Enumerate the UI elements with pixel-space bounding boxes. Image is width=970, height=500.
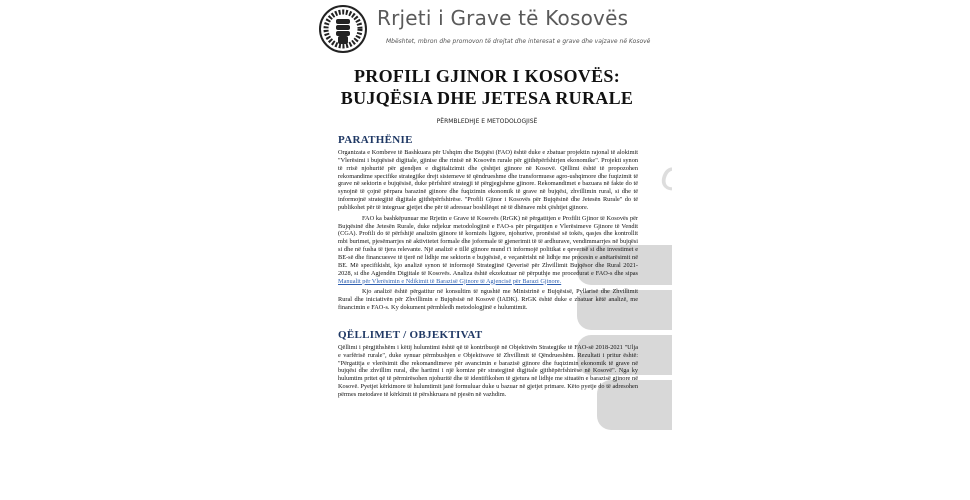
document-page xyxy=(302,0,738,500)
document-title-line-1: PROFILI GJINOR I KOSOVËS: xyxy=(353,66,621,86)
section-heading-preface: PARATHËNIE xyxy=(338,134,413,146)
manual-link[interactable]: Manualit për Vlerësimin e Ndikimit të Barazisë Gjinore të Agjencisë për Barazi Gjinore. xyxy=(338,277,562,285)
organization-tagline: Mbështet, mbron dhe promovon të drejtat dhe interesat e grave dhe vajzave në Kosovë xyxy=(386,38,651,45)
preface-paragraph-1: Organizata e Kombeve të Bashkuara për Ushqim dhe Bujqësi (FAO) është duke e zbatuar projektin rajonal të alokimit "Vlerësimi i bujqësisë digjitale, gjinise dhe rinisë në Kosovën rurale për gjithëpërfshirjen ekonomike". Projekti synon të rrisë njohuritë për gjendjen e digjitalizimit dhe çështjet gjinore në Kosovë. Qëllimi është të propozohen rekomandime specifike strategjike drejt sistemeve të qëndrueshme dhe transformuese agro-ushqimore dhe fuqizimit të grave në sektorin e bujqësisë, duke përfshirë strategji të përgjegjshme gjinore. Rekomandimet e bazuara në fakte do të synojnë të çojnë përpara barazinë gjinore dhe fuqizimin ekonomik të grave në bujqësi, zhvillimin rural, si dhe të informojnë strategjitë digjitale gjithëpërfshirëse. "Profili Gjinor i Kosovës për Bujqësinë dhe Jetesën Rurale" do të publikohet për të integruar gjetjet dhe për të adresuar boshllëqet në të dhënave mbi çështjet gjinore. xyxy=(338,149,638,211)
svg-text:ovo: ovo xyxy=(653,151,738,220)
objectives-paragraph-1: Qëllimi i përgjithshëm i këtij hulumtimi është që të kontribuojë në Objektivën Strategjike të FAO-së 2018-2021 "Ulja e varfërisë rurale", duke synuar përmbushjen e Objektivave të Zhvillimit të Qëndrueshëm. Rezultati i pritur është: "Përgatitja e vlerësimit dhe rekomandimeve për avancimin e barazisë gjinore dhe fuqizimin ekonomik të grave në bujqësi dhe zhvillim rural, dhe hartimi i një kornize për strategjinë digjitale gjithëpërfshirëse në Kosovë". Nga ky hulumtim pritet që të përmirësohen njohuritë dhe të identifikohen të gjetura në lidhje me situatën e barazisë gjinore në Kosovë. Pyetjet kërkimore të hulumtimit janë formuluar duke u bazuar në gjetjet primare. Këto pyetje do të adresohen përmes metodave të kërkimit të përshkruara në pjesën në vazhdim. xyxy=(338,343,638,398)
document-subtitle: PËRMBLEDHJE E METODOLOGJISË xyxy=(436,118,538,125)
preface-paragraph-2-text: FAO ka bashkëpunuar me Rrjetin e Grave të Kosovës (RrGK) në përgatitjen e Profilit Gjinor të Kosovës për Bujqësinë dhe Jetesën Rurale, duke ndjekur metodologjinë e FAO-s për përgatitjen e Vlerësimeve Gjinore të Vendit (CGA). Profili do të përfshijë analizën gjinore të kornizës ligjore, njohurive, pronësisë së tokës, qasjes dhe kontrollit mbi burimet, pjesëmarrjes në aktivitetet formale dhe joformale të gjenerimit të të ardhurave, vendimmarrjes në bujqësi si dhe në fusha të tjera relevante. Një analizë e tillë gjinore mund t'i informojë politikat e qeverisë si dhe investimet e BE-së dhe financuesve të tjerë në lidhje me sektorin e bujqësisë, e veçanërisht në lidhje me procesin e anëtarësimit në BE. Më specifikisht, kjo analizë synon të informojë Strategjinë Qeverisë për Zhvillimit Bujqësor dhe Rural 2021-2028, si dhe Agjendën Digjitale të Kosovës. Analiza është ekzekutuar në përputhje me procedurat e FAO-s dhe sipas xyxy=(338,214,638,277)
preface-paragraph-3: Kjo analizë është përgatitur në konsultim të ngushtë me Ministrinë e Bujqësisë, Pyllarisë dhe Zhvillimit Rural dhe iniciativën për Zhvillimin e Bujqësisë në Kosovë (IADK). RrGK është duke e zbatuar këtë analizë, me financimin e FAO-s. Ky dokument përmbledh metodologjinë e hulumtimit. xyxy=(338,288,638,312)
organization-name: Rrjeti i Grave të Kosovës xyxy=(377,6,629,30)
preface-paragraph-2 xyxy=(338,215,638,286)
document-title-line-2: BUJQËSIA DHE JETESA RURALE xyxy=(340,88,634,108)
raised-fist-seal-icon xyxy=(318,4,368,54)
section-heading-objectives: QËLLIMET / OBJEKTIVAT xyxy=(338,328,483,341)
page-header xyxy=(302,0,672,55)
document-body xyxy=(338,130,638,402)
